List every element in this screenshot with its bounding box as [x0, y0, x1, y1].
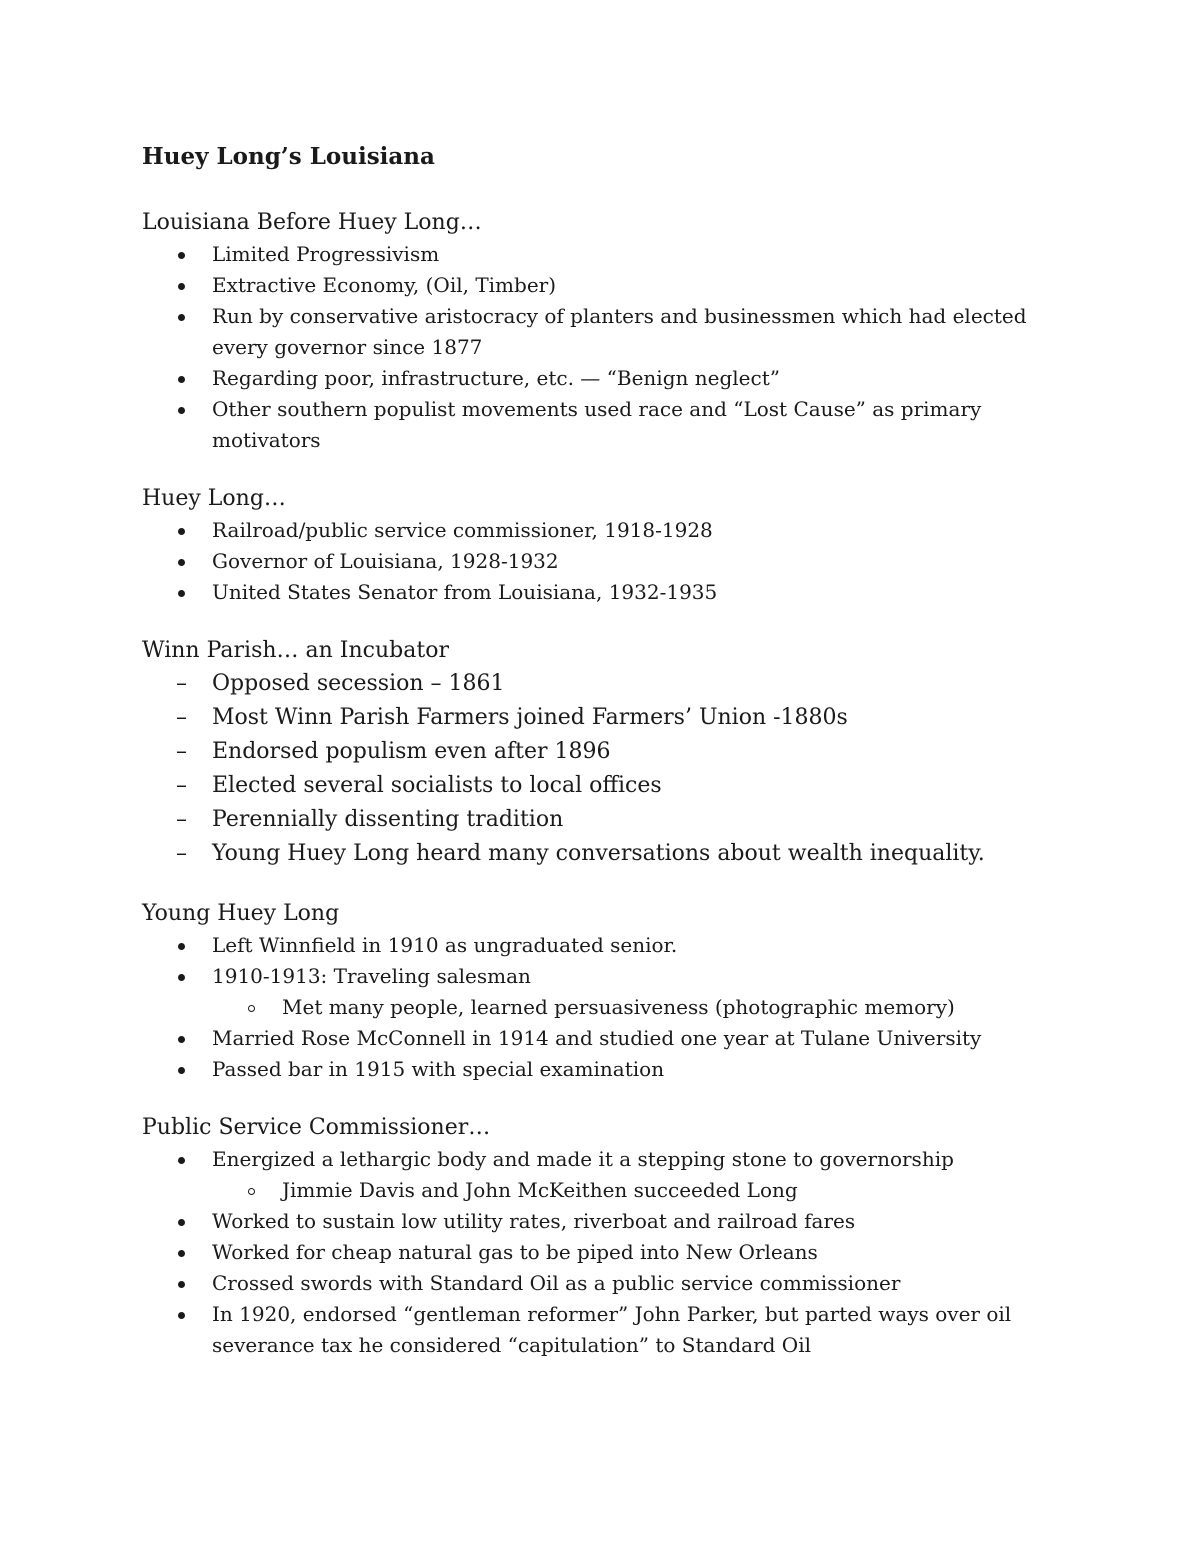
bullet-list — [142, 239, 1082, 456]
section-heading: Louisiana Before Huey Long… — [142, 210, 482, 235]
list-item: – Perennially dissenting tradition — [142, 803, 1082, 837]
section-heading: Huey Long… — [142, 486, 286, 511]
list-item: – Opposed secession – 1861 — [142, 667, 1082, 701]
section-heading: Winn Parish… an Incubator — [142, 638, 449, 663]
list-item: Limited Progressivism — [142, 239, 1082, 270]
sub-list-container — [142, 992, 1082, 1023]
document-page — [142, 140, 1082, 1388]
list-item: In 1920, endorsed “gentleman reformer” John Parker, but parted ways over oil severance tax he considered “capitulation” to Standard Oil — [142, 1299, 1082, 1361]
section — [142, 207, 1082, 456]
list-item: Passed bar in 1915 with special examination — [142, 1054, 1082, 1085]
list-item: Extractive Economy, (Oil, Timber) — [142, 270, 1082, 301]
bullet-list — [142, 930, 1082, 1085]
list-item: – Elected several socialists to local offices — [142, 769, 1082, 803]
list-item: – Endorsed populism even after 1896 — [142, 735, 1082, 769]
list-item: Governor of Louisiana, 1928-1932 — [142, 546, 1082, 577]
list-item: United States Senator from Louisiana, 1932-1935 — [142, 577, 1082, 608]
list-item: Energized a lethargic body and made it a stepping stone to governorship — [142, 1144, 1082, 1175]
bullet-list — [142, 515, 1082, 608]
bullet-list — [142, 1144, 1082, 1361]
dash-list — [142, 667, 1082, 871]
sub-list — [212, 992, 1082, 1023]
list-item: – Young Huey Long heard many conversations about wealth inequality. — [142, 837, 1082, 871]
list-item: Other southern populist movements used race and “Lost Cause” as primary motivators — [142, 394, 1082, 456]
list-item: Regarding poor, infrastructure, etc. — “Benign neglect” — [142, 363, 1082, 394]
section-heading: Young Huey Long — [142, 901, 340, 926]
section — [142, 635, 1082, 871]
list-item: 1910-1913: Traveling salesman — [142, 961, 1082, 992]
list-item: Left Winnfield in 1910 as ungraduated senior. — [142, 930, 1082, 961]
section — [142, 483, 1082, 608]
list-item: Worked to sustain low utility rates, riverboat and railroad fares — [142, 1206, 1082, 1237]
section-heading: Public Service Commissioner… — [142, 1115, 491, 1140]
list-item: Crossed swords with Standard Oil as a public service commissioner — [142, 1268, 1082, 1299]
sub-list-item: Jimmie Davis and John McKeithen succeeded Long — [212, 1175, 1082, 1206]
document-title: Huey Long’s Louisiana — [142, 143, 435, 170]
section — [142, 1112, 1082, 1361]
document-body — [142, 207, 1082, 1361]
list-item: Married Rose McConnell in 1914 and studied one year at Tulane University — [142, 1023, 1082, 1054]
section — [142, 898, 1082, 1085]
sub-list-item: Met many people, learned persuasiveness (photographic memory) — [212, 992, 1082, 1023]
list-item: Worked for cheap natural gas to be piped into New Orleans — [142, 1237, 1082, 1268]
sub-list-container — [142, 1175, 1082, 1206]
list-item: – Most Winn Parish Farmers joined Farmers’ Union -1880s — [142, 701, 1082, 735]
list-item: Railroad/public service commissioner, 1918-1928 — [142, 515, 1082, 546]
sub-list — [212, 1175, 1082, 1206]
list-item: Run by conservative aristocracy of planters and businessmen which had elected every governor since 1877 — [142, 301, 1082, 363]
